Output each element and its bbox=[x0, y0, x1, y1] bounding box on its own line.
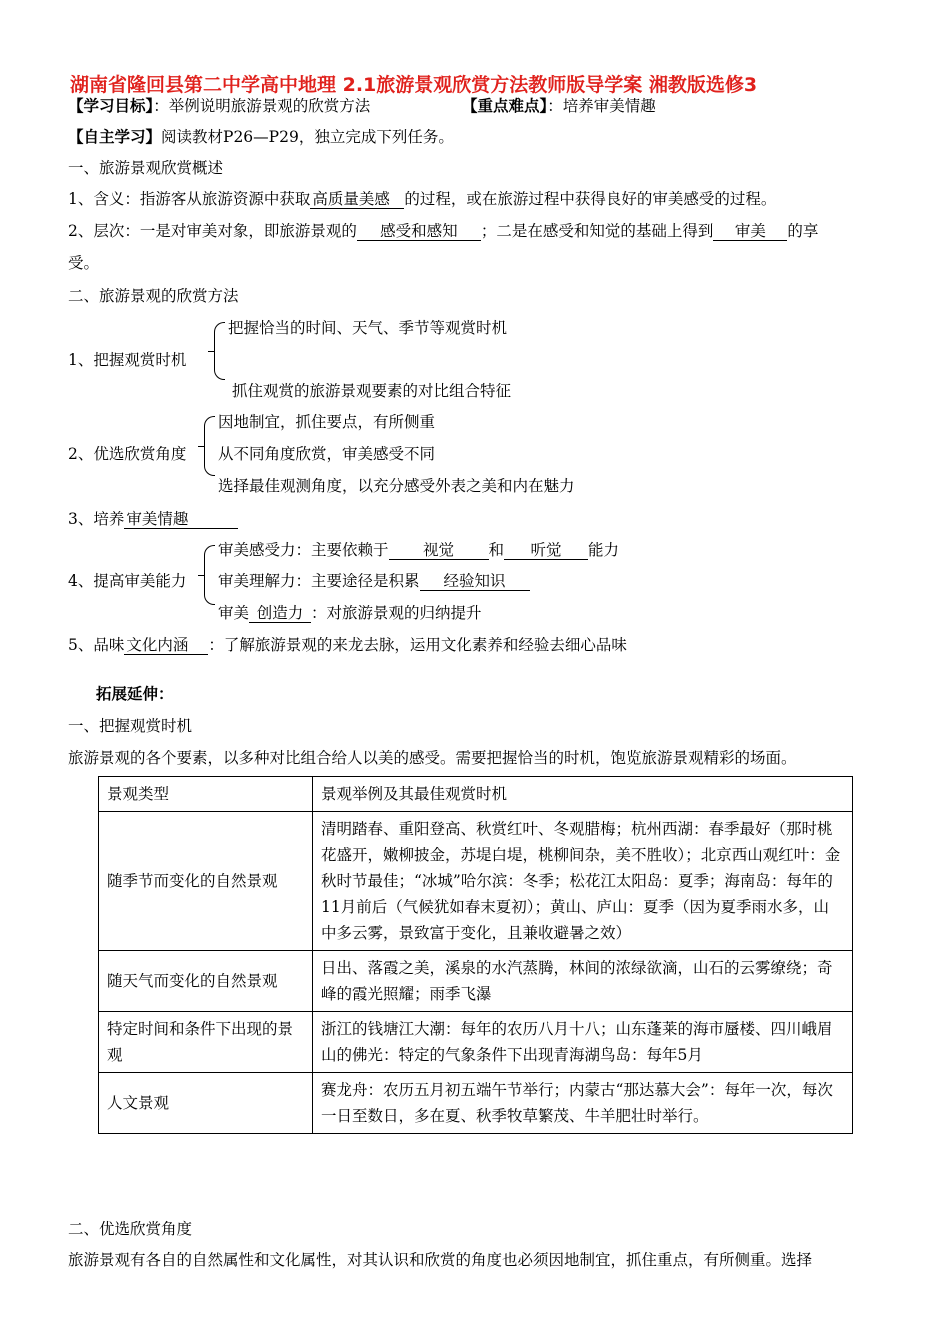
row-type: 特定时间和条件下出现的景观 bbox=[99, 1012, 313, 1073]
item2-mid: ；二是在感受和知觉的基础上得到 bbox=[480, 222, 714, 240]
table-row bbox=[99, 951, 853, 1012]
method4-a-blank2: 听觉 bbox=[504, 541, 588, 560]
method1-b: 抓住观赏的旅游景观要素的对比组合特征 bbox=[232, 382, 512, 400]
method4-label: 4、提高审美能力 bbox=[68, 572, 187, 590]
method5-post: ：了解旅游景观的来龙去脉，运用文化素养和经验去细心品味 bbox=[208, 636, 627, 654]
method5-pre: 5、品味 bbox=[68, 636, 125, 654]
extension-sub1-text: 旅游景观的各个要素，以多种对比组合给人以美的感受。需要把握恰当的时机，饱览旅游景观精彩的场面。 bbox=[68, 749, 797, 767]
method2-label: 2、优选欣赏角度 bbox=[68, 445, 187, 463]
method5-blank: 文化内涵 bbox=[124, 636, 208, 655]
method3 bbox=[68, 508, 238, 530]
brace-method4 bbox=[204, 545, 215, 605]
method4-a-pre: 审美感受力：主要依赖于 bbox=[218, 541, 389, 559]
row-type: 随天气而变化的自然景观 bbox=[99, 951, 313, 1012]
table-header-type: 景观类型 bbox=[99, 777, 313, 812]
method1-a: 把握恰当的时间、天气、季节等观赏时机 bbox=[228, 319, 508, 337]
goals-line bbox=[68, 95, 370, 117]
item1-post: 的过程，或在旅游过程中获得良好的审美感受的过程。 bbox=[404, 190, 777, 208]
row-type: 人文景观 bbox=[99, 1073, 313, 1134]
section1-item2 bbox=[68, 220, 818, 242]
table-header-example: 景观举例及其最佳观赏时机 bbox=[313, 777, 853, 812]
document-title: 湖南省隆回县第二中学高中地理 2.1旅游景观欣赏方法教师版导学案 湘教版选修3 bbox=[70, 74, 758, 96]
method3-blank: 审美情趣 bbox=[124, 510, 238, 529]
section1-heading: 一、旅游景观欣赏概述 bbox=[68, 159, 224, 177]
method5 bbox=[68, 634, 627, 656]
item1-blank: 高质量美感 bbox=[310, 190, 404, 209]
table-row bbox=[99, 1073, 853, 1134]
method3-pre: 3、培养 bbox=[68, 510, 125, 528]
method4-c-post: ：对旅游景观的归纳提升 bbox=[311, 604, 482, 622]
method2-a: 因地制宜，抓住要点，有所侧重 bbox=[218, 413, 436, 431]
extension-heading: 拓展延伸： bbox=[96, 685, 174, 703]
method4-a bbox=[218, 539, 619, 561]
brace-method1 bbox=[214, 322, 225, 380]
section1-item2-cont: 受。 bbox=[68, 254, 100, 272]
method4-b-pre: 审美理解力：主要途径是积累 bbox=[218, 572, 420, 590]
item2-pre: 2、层次：一是对审美对象，即旅游景观的 bbox=[68, 222, 357, 240]
extension-sub2: 二、优选欣赏角度 bbox=[68, 1220, 193, 1238]
key-label: 【重点难点】 bbox=[462, 96, 548, 115]
goal-text: ：举例说明旅游景观的欣赏方法 bbox=[153, 97, 371, 115]
method4-b-blank: 经验知识 bbox=[420, 572, 530, 591]
method1-label: 1、把握观赏时机 bbox=[68, 351, 187, 369]
method4-a-mid: 和 bbox=[488, 541, 505, 559]
self-study-line bbox=[68, 126, 454, 148]
item2-post: 的享 bbox=[787, 222, 819, 240]
row-example: 清明踏春、重阳登高、秋赏红叶、冬观腊梅；杭州西湖：春季最好（那时桃花盛开，嫩柳披金，苏堤白堤，桃柳间杂，美不胜收）；北京西山观红叶：金秋时节最佳；“冰城”哈尔滨：冬季；松花江太阳岛：夏季；海南岛：每年的11月前后（气候犹如春末夏初）；黄山、庐山：夏季（因为夏季雨水多，山中多云雾，景致富于变化，且兼收避暑之效） bbox=[313, 812, 853, 951]
key-points-line bbox=[462, 95, 656, 117]
item2-blank1: 感受和感知 bbox=[357, 222, 481, 241]
method2-b: 从不同角度欣赏，审美感受不同 bbox=[218, 445, 436, 463]
goal-label: 【学习目标】 bbox=[68, 96, 154, 115]
method4-c bbox=[218, 602, 482, 624]
row-type: 随季节而变化的自然景观 bbox=[99, 812, 313, 951]
brace-method2 bbox=[204, 416, 215, 476]
method4-c-pre: 审美 bbox=[218, 604, 250, 622]
table-header-row bbox=[99, 777, 853, 812]
method4-c-blank: 创造力 bbox=[249, 604, 311, 623]
method2-c: 选择最佳观测角度，以充分感受外表之美和内在魅力 bbox=[218, 477, 575, 495]
row-example: 赛龙舟：农历五月初五端午节举行；内蒙古“那达慕大会”：每年一次，每次一日至数日，多在夏、秋季牧草繁茂、牛羊肥壮时举行。 bbox=[313, 1073, 853, 1134]
self-study-label: 【自主学习】 bbox=[68, 127, 162, 146]
row-example: 浙江的钱塘江大潮：每年的农历八月十八；山东蓬莱的海市蜃楼、四川峨眉山的佛光：特定的气象条件下出现青海湖鸟岛：每年5月 bbox=[313, 1012, 853, 1073]
item1-pre: 1、含义：指游客从旅游资源中获取 bbox=[68, 190, 311, 208]
table-row bbox=[99, 812, 853, 951]
section2-heading: 二、旅游景观的欣赏方法 bbox=[68, 287, 239, 305]
table-row bbox=[99, 1012, 853, 1073]
extension-sub1: 一、把握观赏时机 bbox=[68, 717, 193, 735]
key-text: ：培养审美情趣 bbox=[547, 97, 656, 115]
self-study-text: 阅读教材P26—P29，独立完成下列任务。 bbox=[161, 128, 454, 146]
method4-b bbox=[218, 570, 530, 592]
method4-a-blank1: 视觉 bbox=[389, 541, 489, 560]
section1-item1 bbox=[68, 188, 776, 210]
item2-blank2: 审美 bbox=[713, 222, 787, 241]
extension-sub2-text: 旅游景观有各自的自然属性和文化属性，对其认识和欣赏的角度也必须因地制宜，抓住重点，有所侧重。选择 bbox=[68, 1251, 813, 1269]
row-example: 日出、落霞之美，溪泉的水汽蒸腾，林间的浓绿欲滴，山石的云雾缭绕；奇峰的霞光照耀；雨季飞瀑 bbox=[313, 951, 853, 1012]
method4-a-post: 能力 bbox=[588, 541, 620, 559]
viewing-time-table bbox=[98, 776, 853, 1134]
